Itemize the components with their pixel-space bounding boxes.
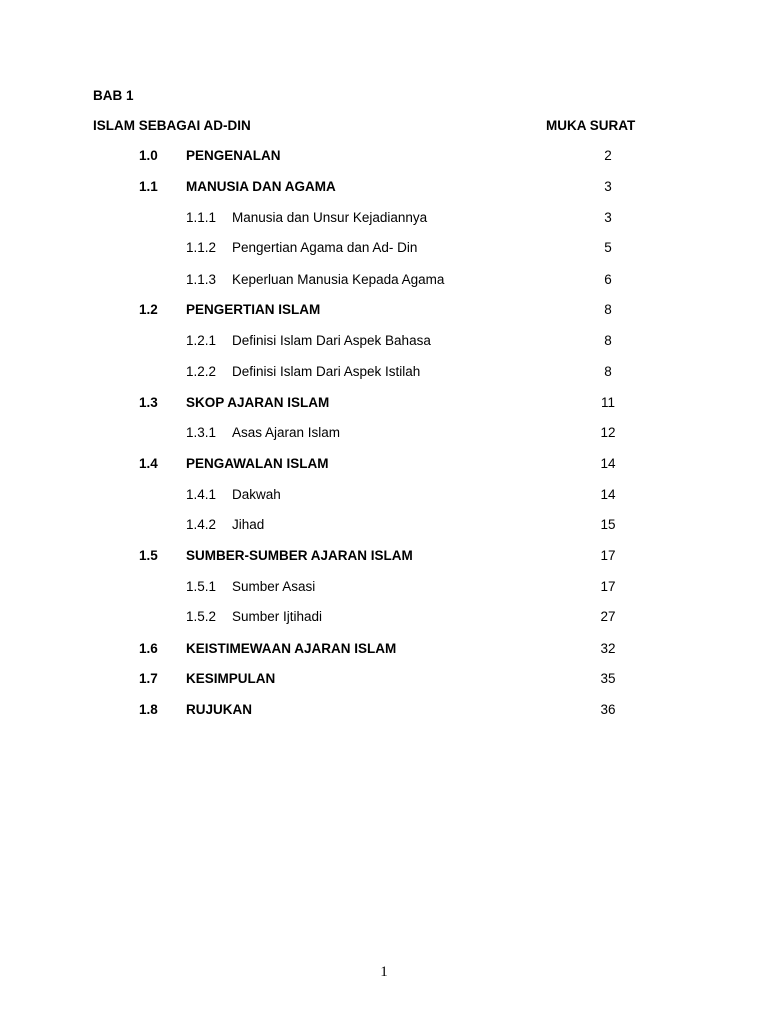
toc-section-number: 1.0	[139, 148, 158, 163]
toc-page-number: 8	[604, 302, 612, 317]
chapter-title: ISLAM SEBAGAI AD-DIN	[93, 118, 251, 133]
toc-subsection-title: Definisi Islam Dari Aspek Bahasa	[232, 333, 431, 348]
toc-section-title: KESIMPULAN	[186, 671, 276, 686]
toc-page-number: 3	[604, 179, 612, 194]
toc-page-number: 27	[600, 609, 616, 624]
toc-section-number: 1.6	[139, 641, 158, 656]
toc-section-title: MANUSIA DAN AGAMA	[186, 179, 336, 194]
toc-subsection-title: Definisi Islam Dari Aspek Istilah	[232, 364, 421, 379]
toc-subsection-title: Sumber Ijtihadi	[232, 609, 323, 624]
toc-subsection-title: Manusia dan Unsur Kejadiannya	[232, 210, 428, 225]
toc-section-number: 1.3	[139, 395, 158, 410]
toc-page-number: 14	[600, 456, 616, 471]
toc-subsection-number: 1.2.1	[186, 333, 217, 348]
toc-section-number: 1.4	[139, 456, 158, 471]
toc-page-number: 14	[600, 487, 616, 502]
toc-section-number: 1.1	[139, 179, 158, 194]
toc-subsection-number: 1.5.2	[186, 609, 217, 624]
toc-subsection-number: 1.3.1	[186, 425, 217, 440]
toc-subsection-title: Pengertian Agama dan Ad- Din	[232, 240, 418, 255]
footer-page-number: 1	[380, 964, 388, 980]
toc-subsection-number: 1.4.2	[186, 517, 217, 532]
toc-section-number: 1.8	[139, 702, 158, 717]
page-column-header: MUKA SURAT	[546, 118, 636, 133]
toc-subsection-number: 1.1.3	[186, 272, 217, 287]
toc-subsection-number: 1.4.1	[186, 487, 217, 502]
toc-section-title: SUMBER-SUMBER AJARAN ISLAM	[186, 548, 413, 563]
toc-section-number: 1.7	[139, 671, 158, 686]
toc-page-number: 8	[604, 364, 612, 379]
toc-page-number: 2	[604, 148, 612, 163]
toc-subsection-title: Asas Ajaran Islam	[232, 425, 341, 440]
toc-section-title: SKOP AJARAN ISLAM	[186, 395, 330, 410]
toc-subsection-number: 1.1.1	[186, 210, 217, 225]
toc-subsection-number: 1.5.1	[186, 579, 217, 594]
toc-page-number: 35	[600, 671, 616, 686]
toc-page-number: 6	[604, 272, 612, 287]
toc-page-number: 5	[604, 240, 612, 255]
toc-section-title: PENGENALAN	[186, 148, 281, 163]
toc-subsection-title: Sumber Asasi	[232, 579, 316, 594]
toc-page-number: 17	[600, 548, 616, 563]
toc-section-title: RUJUKAN	[186, 702, 253, 717]
toc-section-number: 1.2	[139, 302, 158, 317]
toc-page-number: 15	[600, 517, 616, 532]
toc-page-number: 8	[604, 333, 612, 348]
toc-page-number: 11	[600, 395, 615, 410]
toc-section-title: PENGAWALAN ISLAM	[186, 456, 329, 471]
toc-subsection-number: 1.2.2	[186, 364, 217, 379]
toc-section-title: PENGERTIAN ISLAM	[186, 302, 321, 317]
toc-subsection-title: Jihad	[232, 517, 265, 532]
toc-subsection-number: 1.1.2	[186, 240, 217, 255]
toc-page-number: 12	[600, 425, 616, 440]
toc-section-title: KEISTIMEWAAN AJARAN ISLAM	[186, 641, 397, 656]
toc-page-number: 17	[600, 579, 616, 594]
toc-section-number: 1.5	[139, 548, 158, 563]
toc-page-number: 3	[604, 210, 612, 225]
toc-page-number: 32	[600, 641, 616, 656]
toc-subsection-title: Keperluan Manusia Kepada Agama	[232, 272, 445, 287]
toc-page-number: 36	[600, 702, 616, 717]
toc-subsection-title: Dakwah	[232, 487, 281, 502]
chapter-label: BAB 1	[93, 88, 134, 103]
